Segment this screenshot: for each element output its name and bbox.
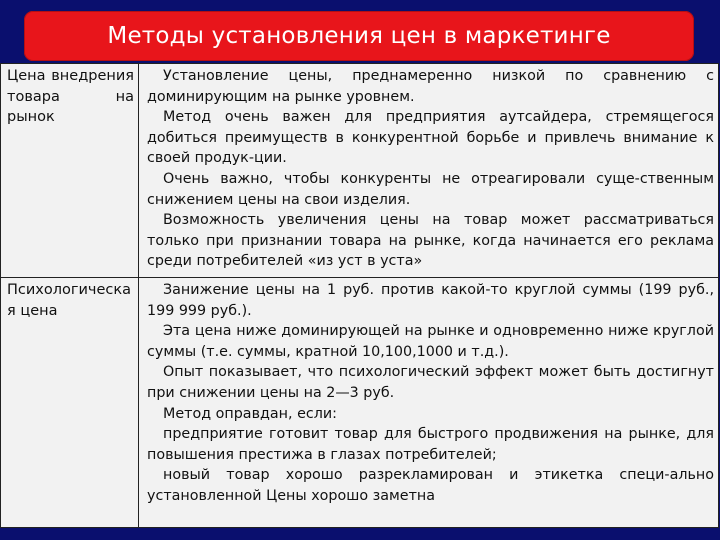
method-name-cell: Цена внедрения товара на рынок [1,64,139,277]
description-paragraph: Занижение цены на 1 руб. против какой-то круглой суммы (199 руб., 199 999 руб.). [147,282,714,319]
description-paragraph: Очень важно, чтобы конкуренты не отреагировали суще-ственным снижением цены на свои изделия. [147,170,714,208]
table-row [1,278,718,527]
description-paragraph: Опыт показывает, что психологический эффект может быть достигнут при снижении цены на 2—3 руб. [147,364,714,401]
description-paragraph: Метод очень важен для предприятия аутсайдера, стремящегося добиться преимуществ в конкурентной борьбе и привлечь внимание к своей продук-ции. [147,109,714,167]
method-description-cell [139,278,718,527]
table-row [1,64,718,278]
slide-title: Методы установления цен в маркетинге [107,23,611,49]
description-paragraph: Установление цены, преднамеренно низкой по сравнению с доминирующим на рынке уровнем. [147,68,714,105]
description-paragraph: Метод оправдан, если: [163,405,337,422]
description-paragraph: новый товар хорошо разрекламирован и этикетка специ-ально установленной Цены хорошо заметна [147,467,714,504]
description-paragraph: Эта цена ниже доминирующей на рынке и одновременно ниже круглой суммы (т.е. суммы, кратной 10,100,1000 и т.д.). [147,323,714,360]
method-name-cell: Психологическая цена [1,278,139,527]
title-bar [24,11,694,61]
method-description-cell [139,64,718,277]
description-paragraph: предприятие готовит товар для быстрого продвижения на рынке, для повышения престижа в глазах потребителей; [147,426,714,463]
methods-table [0,63,719,528]
description-paragraph: Возможность увеличения цены на товар может рассматриваться только при признании товара на рынке, когда начинается его реклама среди потребителей «из уст в уста» [147,212,714,270]
